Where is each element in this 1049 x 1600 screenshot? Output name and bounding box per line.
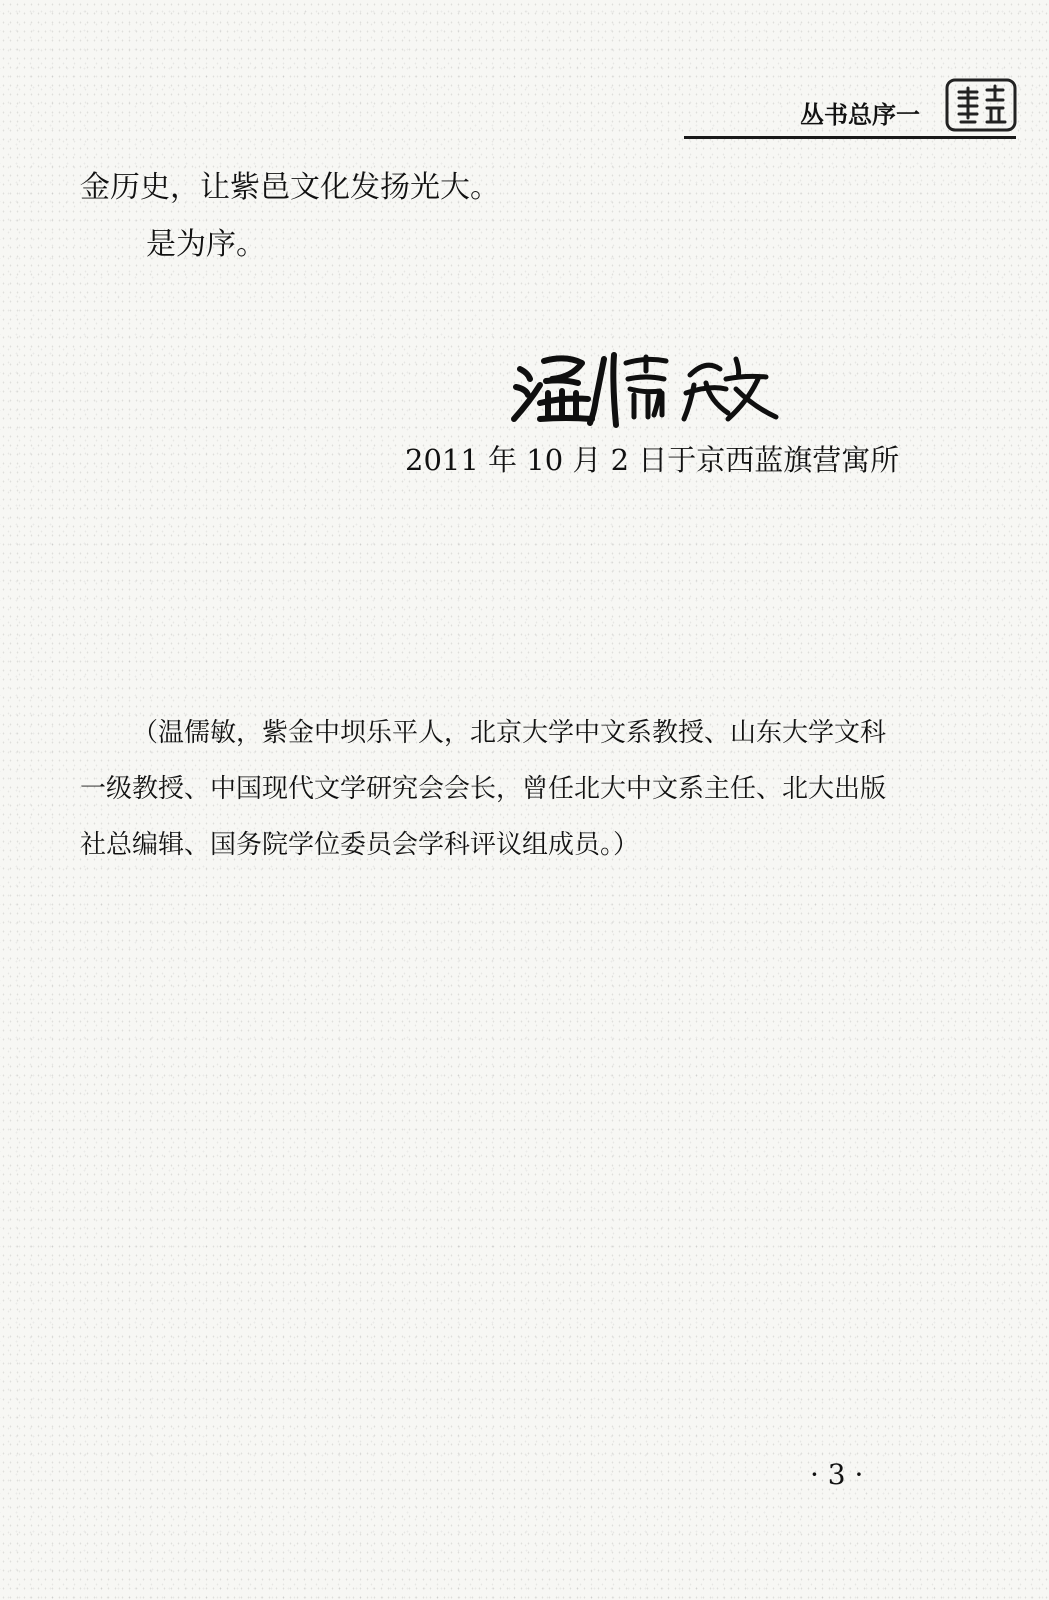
header-rule — [684, 136, 1016, 139]
header-seal-emblem — [945, 78, 1017, 132]
signature-date-place: 2011 年 10 月 2 日于京西蓝旗营寓所 — [405, 443, 900, 477]
bio-line: （温儒敏，紫金中坝乐平人，北京大学中文系教授、山东大学文科 — [132, 718, 887, 748]
running-header-title: 丛书总序一 — [800, 101, 920, 129]
author-bio-note — [80, 705, 940, 873]
page-number: · 3 · — [810, 1458, 864, 1491]
body-text-line: 是为序。 — [146, 227, 266, 262]
bio-line: 一级教授、中国现代文学研究会会长，曾任北大中文系主任、北大出版 — [80, 774, 887, 804]
handwritten-signature — [510, 345, 780, 435]
body-text-line: 金历史，让紫邑文化发扬光大。 — [80, 170, 500, 205]
bio-line: 社总编辑、国务院学位委员会学科评议组成员。） — [80, 830, 640, 860]
